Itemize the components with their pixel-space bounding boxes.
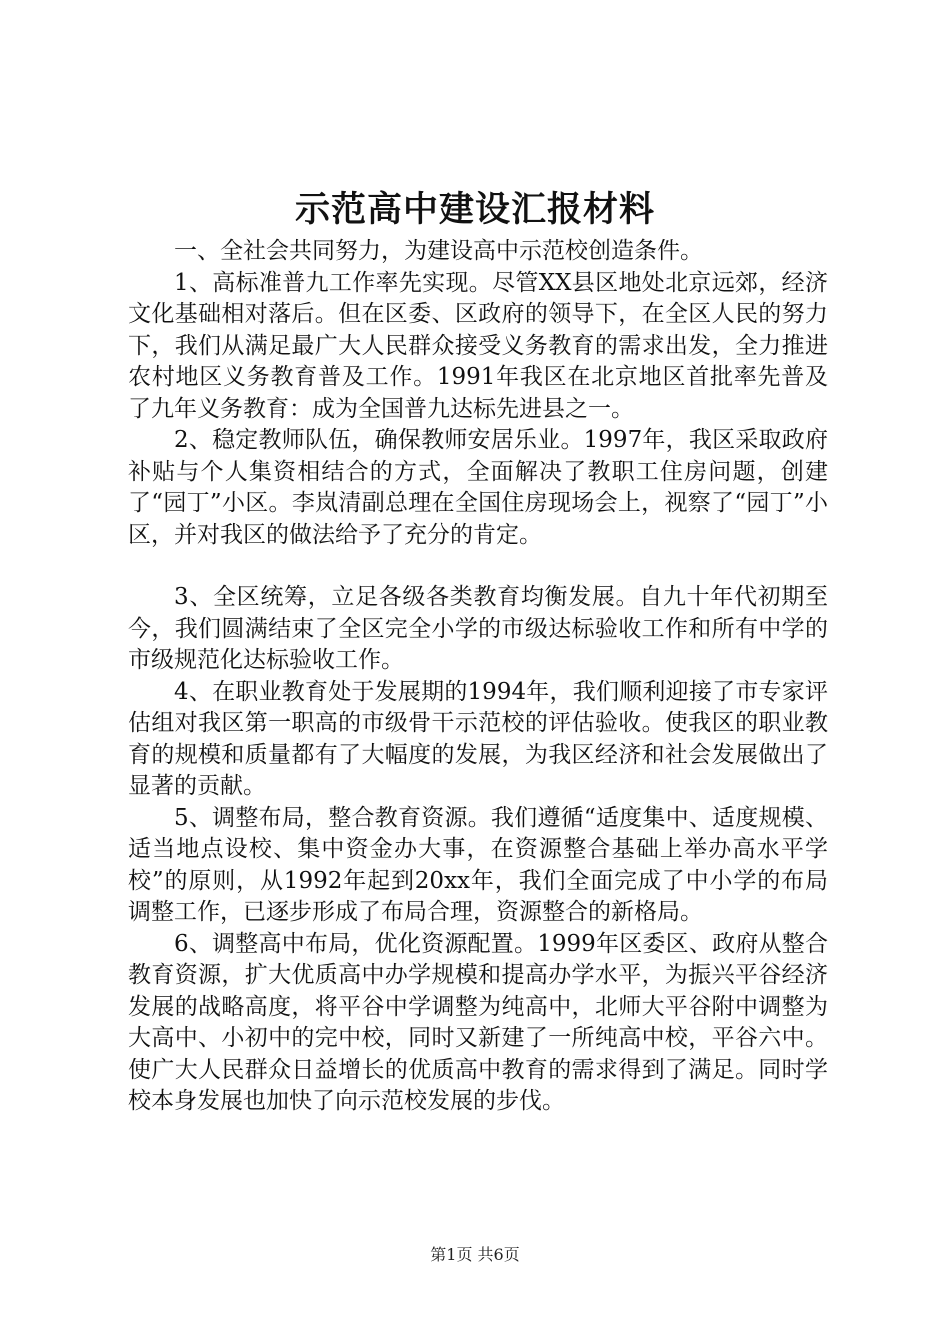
paragraph-2: 2、稳定教师队伍，确保教师安居乐业。1997年，我区采取政府补贴与个人集资相结合的方式，全面解决了教职工住房问题，创建了“园丁”小区。李岚清副总理在全国住房现场会上，视察了“园丁”小区，并对我区的做法给予了充分的肯定。: [128, 427, 828, 548]
paragraph-4: 4、在职业教育处于发展期的1994年，我们顺利迎接了市专家评估组对我区第一职高的市级骨干示范校的评估验收。使我区的职业教育的规模和质量都有了大幅度的发展，为我区经济和社会发展做出了显著的贡献。: [128, 678, 828, 799]
document-title: 示范高中建设汇报材料: [294, 189, 655, 230]
paragraph-3: 3、全区统筹，立足各级各类教育均衡发展。自九十年代初期至今，我们圆满结束了全区完全小学的市级达标验收工作和所有中学的市级规范化达标验收工作。: [128, 584, 828, 673]
paragraph-6: 6、调整高中布局，优化资源配置。1999年区委区、政府从整合教育资源，扩大优质高中办学规模和提高办学水平，为振兴平谷经济发展的战略高度，将平谷中学调整为纯高中，北师大平谷附中调整为大高中、小初中的完中校，同时又新建了一所纯高中校，平谷六中。使广大人民群众日益增长的优质高中教育的需求得到了满足。同时学校本身发展也加快了向示范校发展的步伐。: [128, 930, 828, 1114]
paragraph-5: 5、调整布局，整合教育资源。我们遵循“适度集中、适度规模、适当地点设校、集中资金办大事，在资源整合基础上举办高水平学校”的原则，从1992年起到20xx年，我们全面完成了中小学的布局调整工作，已逐步形成了布局合理，资源整合的新格局。: [128, 804, 828, 925]
paragraph-1: 1、高标准普九工作率先实现。尽管XX县区地处北京远郊，经济文化基础相对落后。但在区委、区政府的领导下，在全区人民的努力下，我们从满足最广大人民群众接受义务教育的需求出发，全力推进农村地区义务教育普及工作。1991年我区在北京地区首批率先普及了九年义务教育：成为全国普九达标先进县之一。: [128, 269, 828, 422]
section-heading: 一、全社会共同努力，为建设高中示范校创造条件。: [174, 238, 703, 264]
page-number: 第1页 共6页: [430, 1245, 520, 1264]
document-body: [128, 236, 828, 1118]
